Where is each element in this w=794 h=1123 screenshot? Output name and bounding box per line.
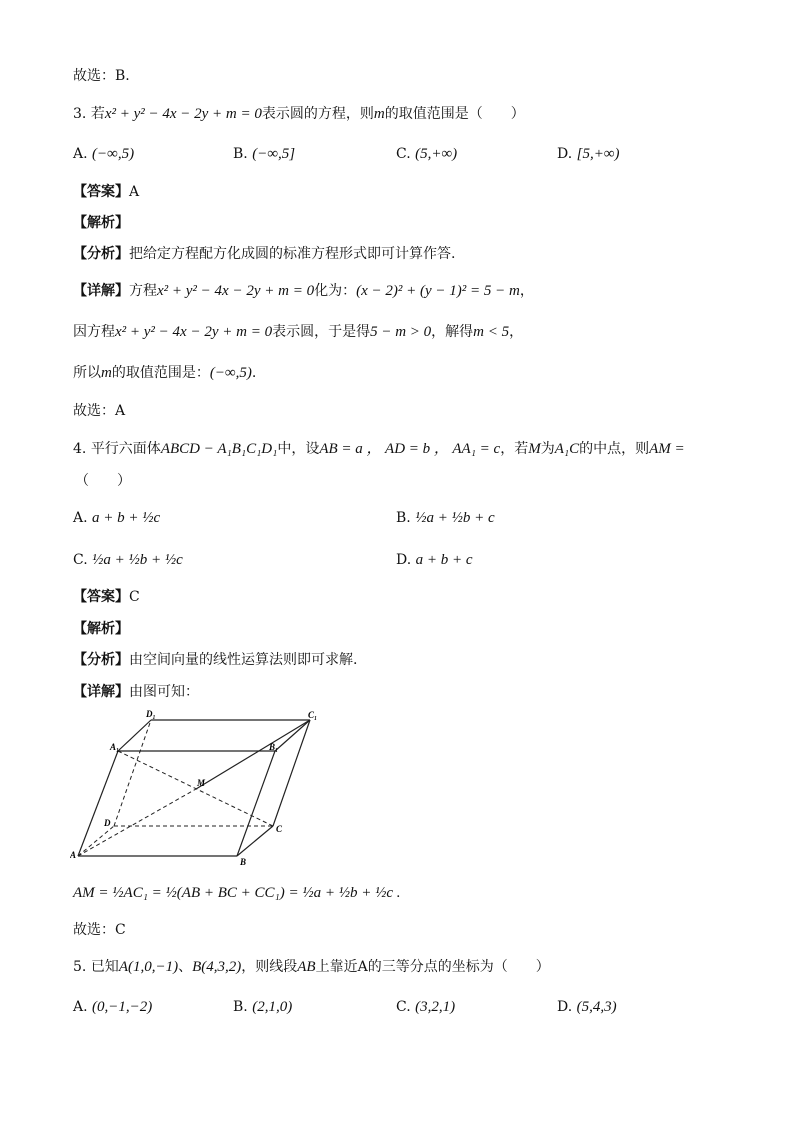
detail-result: (−∞,5): [209, 365, 252, 381]
option-value: (−∞,5]: [252, 146, 296, 162]
q4-segment: A₁C: [554, 441, 580, 457]
edge-D-D1: [114, 720, 151, 826]
q4-vector-defs: AB = a ， AD = b ， AA₁ = c: [319, 441, 501, 457]
q3-option-d[interactable]: [557, 146, 620, 163]
answer-tag: 【答案】: [73, 184, 129, 200]
q3-fenxi: [73, 245, 455, 263]
q3-equation: x² + y² − 4x − 2y + m = 0: [104, 106, 262, 122]
q5-option-a[interactable]: [73, 999, 152, 1016]
option-value: (5,+∞): [415, 146, 458, 162]
option-value: (−∞,5): [92, 146, 135, 162]
q4-number: 4.: [73, 441, 87, 457]
q3-detail-1: [73, 282, 534, 300]
xiangjie-tag: 【详解】: [73, 684, 129, 700]
option-letter: A.: [73, 510, 88, 526]
parallelepiped-figure: [70, 706, 330, 866]
analysis-tag: 【解析】: [73, 621, 129, 637]
detail-result: (x − 2)² + (y − 1)² = 5 − m: [356, 283, 520, 299]
q5-stem-mid: ，则线段: [241, 959, 298, 975]
option-letter: D.: [396, 552, 412, 568]
q4-stem-mid4: 的中点，则: [579, 441, 650, 457]
option-letter: D.: [557, 999, 573, 1015]
q5-sep: 、: [178, 959, 193, 975]
q3-stem-pre: 若: [90, 106, 105, 122]
q3-analysis-tag: [73, 214, 129, 232]
analysis-tag: 【解析】: [73, 215, 129, 231]
xiangjie-tag: 【详解】: [73, 283, 129, 299]
q5-point-b: B(4,3,2): [192, 959, 242, 975]
q5-stem-end: 的三等分点的坐标为（ ）: [367, 959, 550, 975]
detail-text: 的取值范围是：: [111, 365, 210, 381]
q5-stem: [73, 958, 550, 976]
q3-stem: [73, 105, 525, 123]
q3-number: 3.: [73, 106, 87, 122]
q5-option-d[interactable]: [557, 999, 617, 1016]
q4-conclusion: 故选：C: [73, 922, 126, 938]
detail-result: m < 5: [473, 324, 510, 340]
option-value: (2,1,0): [252, 999, 293, 1015]
q4-point: M: [528, 441, 541, 457]
label-A1: A₁: [110, 742, 120, 752]
q4-option-a[interactable]: [73, 510, 160, 527]
q5-point-a: A(1,0,−1): [118, 959, 179, 975]
q5-segment: AB: [297, 959, 316, 975]
option-value: a + b + ½c: [92, 510, 161, 526]
q5-stem-mid2: 上靠近: [315, 959, 358, 975]
q4-stem-mid2: ，若: [500, 441, 529, 457]
detail-text: ，解得: [431, 324, 474, 340]
option-value: (3,2,1): [415, 999, 456, 1015]
fenxi-text: 由空间向量的线性运算法则即可求解.: [129, 652, 358, 668]
q4-option-c[interactable]: [73, 552, 183, 569]
edge-A-A1: [78, 751, 118, 856]
option-letter: C.: [396, 146, 411, 162]
q3-var: m: [373, 106, 385, 122]
label-B: B: [240, 857, 247, 866]
q4-stem: [73, 440, 685, 458]
detail-text: .: [251, 365, 257, 381]
q3-option-c[interactable]: [396, 146, 457, 163]
option-value: [5,+∞): [576, 146, 620, 162]
q3-option-b[interactable]: [233, 146, 295, 163]
fenxi-text: 把给定方程配方化成圆的标准方程形式即可计算作答.: [129, 246, 456, 262]
option-value: (0,−1,−2): [92, 999, 153, 1015]
detail-var: m: [101, 365, 112, 381]
q4-analysis-tag: [73, 620, 129, 638]
solution-expression: AM = ½AC₁ = ½(AB + BC + CC₁) = ½a + ½b + ½c .: [73, 885, 401, 901]
option-value: a + b + c: [415, 552, 473, 568]
q5-option-c[interactable]: [396, 999, 455, 1016]
detail-text: 方程: [129, 283, 157, 299]
option-letter: C.: [73, 552, 88, 568]
label-D1: D₁: [146, 709, 156, 719]
q5-near: A: [357, 959, 368, 975]
detail-inequality: 5 − m > 0: [370, 324, 432, 340]
label-C1: C₁: [308, 710, 318, 720]
q4-answer: [73, 588, 140, 606]
q4-stem-pre: 平行六面体: [90, 441, 161, 457]
option-value: ½a + ½b + c: [415, 510, 495, 526]
q4-solid: ABCD − A₁B₁C₁D₁: [160, 441, 278, 457]
detail-text: 因方程: [73, 324, 115, 340]
answer-tag: 【答案】: [73, 589, 129, 605]
detail-text: 化为：: [314, 283, 357, 299]
detail-equation: x² + y² − 4x − 2y + m = 0: [115, 324, 273, 340]
q3-option-a[interactable]: [73, 146, 134, 163]
q4-fenxi: [73, 651, 357, 669]
q3-stem-end: 的取值范围是（ ）: [384, 106, 525, 122]
option-letter: B.: [396, 510, 411, 526]
q4-solution: [73, 884, 401, 902]
q4-option-b[interactable]: [396, 510, 495, 527]
detail-text: ，: [509, 324, 524, 340]
label-D: D: [104, 818, 111, 828]
q3-stem-post: 表示圆的方程，则: [261, 106, 374, 122]
option-letter: A.: [73, 999, 88, 1015]
q4-stem-mid3: 为: [540, 441, 555, 457]
fenxi-tag: 【分析】: [73, 652, 129, 668]
detail-text: ，: [519, 283, 534, 299]
q5-stem-pre: 已知: [90, 959, 119, 975]
q4-target: AM =: [649, 441, 685, 457]
q3-answer: [73, 183, 139, 201]
label-B1: B₁: [269, 742, 279, 752]
detail-text: 所以: [73, 365, 101, 381]
detail-text: 由图可知：: [129, 684, 199, 700]
q4-stem-mid: 中，设: [277, 441, 320, 457]
q3-detail-3: [73, 364, 256, 382]
q5-number: 5.: [73, 959, 87, 975]
label-M: M: [197, 778, 206, 788]
q4-option-d[interactable]: [396, 552, 473, 569]
fenxi-tag: 【分析】: [73, 246, 129, 262]
q3-detail-2: [73, 323, 523, 341]
detail-equation: x² + y² − 4x − 2y + m = 0: [157, 283, 315, 299]
option-value: ½a + ½b + ½c: [92, 552, 183, 568]
detail-text: 表示圆，于是得: [272, 324, 371, 340]
answer-value: A: [129, 184, 140, 200]
label-A: A: [70, 850, 77, 860]
q4-paren: （ ）: [75, 473, 131, 489]
previous-conclusion: 故选：B.: [73, 68, 130, 84]
diag-A-M: [78, 789, 196, 856]
option-value: (5,4,3): [576, 999, 617, 1015]
diag-A-C1: [196, 720, 310, 789]
edge-A1-D1: [118, 720, 151, 751]
label-C: C: [276, 824, 283, 834]
q3-conclusion: 故选：A: [73, 403, 126, 419]
option-letter: D.: [557, 146, 573, 162]
q4-detail: [73, 683, 199, 701]
q5-option-b[interactable]: [233, 999, 292, 1016]
option-letter: B.: [233, 146, 248, 162]
answer-value: C: [129, 589, 140, 605]
option-letter: A.: [73, 146, 88, 162]
option-letter: B.: [233, 999, 248, 1015]
option-letter: C.: [396, 999, 411, 1015]
diag-A1-C: [118, 751, 273, 826]
